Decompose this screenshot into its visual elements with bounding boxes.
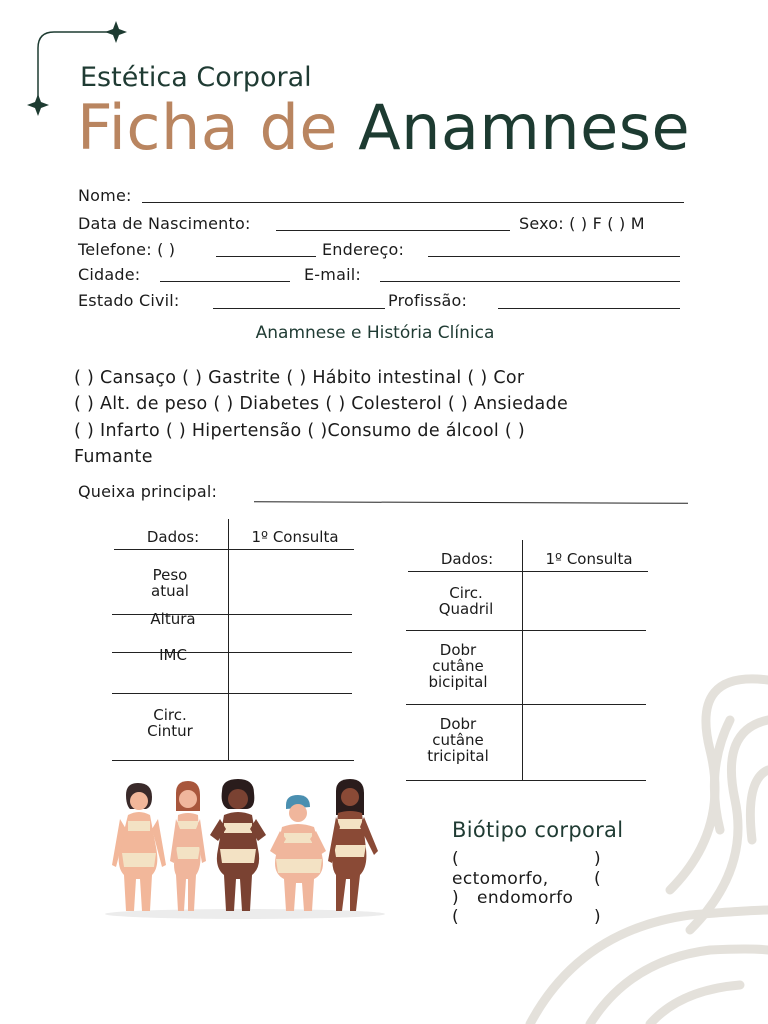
table2-row-bicipital: Dobr cutâne bicipital xyxy=(428,641,488,691)
title-part2: Anamnese xyxy=(358,91,691,164)
label-email: E-mail: xyxy=(304,265,361,284)
label-nascimento: Data de Nascimento: xyxy=(78,214,251,233)
label-telefone: Telefone: ( ) xyxy=(78,240,176,259)
history-line-3[interactable]: ( ) Infarto ( ) Hipertensão ( )Consumo de álcool ( ) xyxy=(74,421,526,441)
table1-header-dados: Dados: xyxy=(146,528,200,546)
label-sexo[interactable]: Sexo: ( ) F ( ) M xyxy=(519,214,645,233)
biotipo-line-4-left[interactable]: ( xyxy=(452,907,460,927)
biotipo-title: Biótipo corporal xyxy=(452,818,624,842)
history-line-1[interactable]: ( ) Cansaço ( ) Gastrite ( ) Hábito intestinal ( ) Cor xyxy=(74,368,525,388)
table1-header-consulta: 1º Consulta xyxy=(251,528,339,546)
label-cidade: Cidade: xyxy=(78,265,141,284)
table1-row-altura: Altura xyxy=(150,610,196,628)
biotipo-line-3-right: endomorfo xyxy=(477,888,574,908)
input-queixa-line[interactable] xyxy=(254,501,688,504)
table1-row-imc: IMC xyxy=(159,646,187,664)
label-queixa: Queixa principal: xyxy=(78,482,218,501)
history-line-4[interactable]: Fumante xyxy=(74,447,153,467)
biotipo-line-1-right[interactable]: ) xyxy=(594,849,602,869)
label-endereco: Endereço: xyxy=(322,240,405,259)
biotipo-line-2-right[interactable]: ( xyxy=(594,869,602,889)
input-endereco-line[interactable] xyxy=(428,256,680,257)
input-nascimento-line[interactable] xyxy=(276,230,510,231)
kicker-title: Estética Corporal xyxy=(80,62,312,93)
biotipo-line-1-left[interactable]: ( xyxy=(452,849,460,869)
input-cidade-line[interactable] xyxy=(160,281,290,282)
page-title xyxy=(77,91,691,164)
table1-row-peso: Peso atual xyxy=(151,566,189,600)
biotipo-line-4-right[interactable]: ) xyxy=(594,907,602,927)
leaf-decoration xyxy=(490,660,768,1024)
input-nome-line[interactable] xyxy=(142,202,684,203)
biotipo-line-2-left: ectomorfo, xyxy=(452,869,549,889)
input-email-line[interactable] xyxy=(380,281,680,282)
history-title: Anamnese e História Clínica xyxy=(255,323,495,343)
table1-row-cintura: Circ. Cintur xyxy=(147,706,193,740)
label-nome: Nome: xyxy=(78,186,132,205)
label-profissao: Profissão: xyxy=(388,291,468,310)
table2-row-quadril: Circ. Quadril xyxy=(438,584,494,618)
label-estado-civil: Estado Civil: xyxy=(78,291,180,310)
table2-header-dados: Dados: xyxy=(440,550,494,568)
biotipo-line-3-left[interactable]: ) xyxy=(452,888,460,908)
input-estado-civil-line[interactable] xyxy=(213,308,385,309)
input-telefone-line[interactable] xyxy=(216,256,316,257)
body-types-illustration xyxy=(100,775,390,925)
history-line-2[interactable]: ( ) Alt. de peso ( ) Diabetes ( ) Colesterol ( ) Ansiedade xyxy=(74,394,569,414)
table2-header-consulta: 1º Consulta xyxy=(545,550,633,568)
title-part1: Ficha de xyxy=(77,91,338,164)
input-profissao-line[interactable] xyxy=(498,308,680,309)
table2-row-tricipital: Dobr cutâne tricipital xyxy=(427,715,489,765)
